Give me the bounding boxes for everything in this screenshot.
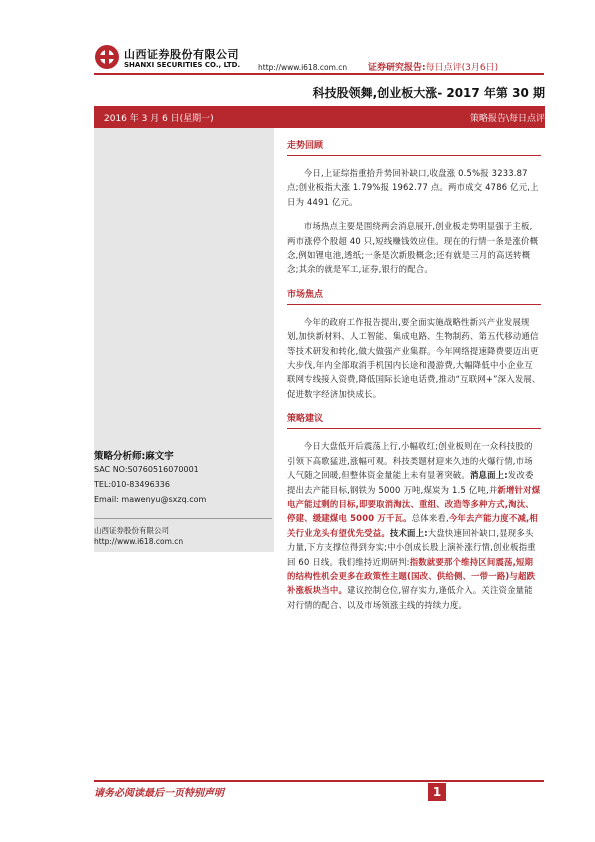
trend-paragraph-2: 市场热点主要是围绕两会消息展开,创业板走势明显强于主板,两市涨停个股超 40 只,短线赚钱效应佳。现在的行情一条是涨价概念,例如锂电池,透纸;一条是次新股概念;还有就是三月的高送转概念;其余的就是军工,证券,银行的配合。: [287, 221, 539, 275]
strategy-text-5: 建议控制仓位,留存实力,逢低介入。关注资金量能对行情的配合、以及市场领涨主线的持续力度。: [287, 585, 533, 610]
sidebar-firm: 山西证券股份有限公司: [94, 526, 169, 535]
strategy-paragraph: [287, 439, 541, 612]
focus-paragraph-1: 今年的政府工作报告提出,要全面实施战略性新兴产业发展规划,加快新材料、人工智能、集成电路、生物制药、第五代移动通信等技术研发和转化,做大做强产业集群。今年网络提速降费要迈出更大步伐,年内全部取消手机国内长途和漫游费,大幅降低中小企业互联网专线接入资费,降低国际长途电话费,推动“互联网+”深入发展、促进数字经济加快成长。: [287, 316, 541, 399]
main-content: [287, 138, 541, 622]
report-type-label: 证券研究报告:: [368, 63, 426, 73]
company-name-cn: 山西证券股份有限公司: [124, 48, 239, 61]
header-url[interactable]: http://www.i618.com.cn: [258, 63, 348, 72]
trend-paragraph-1: 今日,上证综指重拾升势回补缺口,收盘涨 0.5%报 3233.87 点;创业板指大涨 1.79%报 1962.77 点。两市成交 4786 亿元,上日为 4491 亿元。: [287, 168, 539, 207]
strategy-text-4: 大盘快速回补缺口,显现多头力量,下方支撑位得到夯实;中小创成长股上演补涨行情,创业板指重回 60 日线。我们维持近期研判:: [287, 527, 536, 567]
company-name-en: SHANXI SECURITIES CO., LTD.: [124, 61, 241, 69]
report-category: 策略报告\每日点评: [469, 114, 545, 124]
header-divider: [94, 73, 544, 75]
section-heading-focus: 市场焦点: [287, 289, 324, 300]
report-type: [368, 60, 498, 73]
highlight-view: 指数就要那个维持区间震荡,短期的结构性机会更多在政策性主题(国改、供给侧、一带一路)与超跌补涨板块当中。: [287, 556, 536, 596]
strategy-text-2: 发改委提出去产能目标,钢铁为 5000 万吨,煤炭为 1.5 亿吨,并: [287, 470, 534, 495]
report-title: 科技股领舞,创业板大涨- 2017 年第 30 期: [312, 86, 545, 100]
analyst-email[interactable]: Email: mawenyu@sxzq.com: [94, 495, 207, 504]
analyst-tel: TEL:010-83496336: [94, 480, 170, 489]
highlight-capacity-target: 新增针对煤电产能过剩的目标,即要取消淘汰、重组、改造等多种方式,淘汰、停建、缓建煤电 5000 万千瓦。: [287, 484, 541, 524]
section-divider: [287, 304, 541, 305]
section-heading-trend: 走势回顾: [287, 141, 324, 151]
analyst-name: 策略分析师:麻文宇: [94, 451, 174, 462]
strategy-text-3: 总体来看,: [411, 513, 449, 524]
sidebar-divider: [94, 518, 272, 519]
section-heading-strategy: 策略建议: [287, 414, 324, 425]
report-type-value: 每日点评(3月6日): [425, 63, 499, 73]
disclaimer-note: 请务必阅读最后一页特别声明: [94, 788, 224, 799]
sidebar-url[interactable]: http://www.i618.com.cn: [94, 537, 184, 546]
report-date: 2016 年 3 月 6 日(星期一): [104, 114, 214, 124]
page-number: 1: [428, 783, 446, 801]
highlight-beneficiaries: 今年去产能力度不减,相关行业龙头有望优先受益。: [287, 513, 538, 538]
section-divider: [287, 155, 541, 156]
analyst-sac: SAC NO:S0760516070001: [94, 465, 199, 474]
footer-divider: [94, 780, 544, 782]
strategy-text-1: 今日大盘低开后震荡上行,小幅收红;创业板则在一众科技股的引领下高歌猛进,涨幅可观。科技类题材迎来久违的火爆行情,市场人气随之回暖,但整体资金量能上未有显著突破。: [287, 441, 533, 481]
technical-label: 技术面上:: [389, 527, 428, 538]
section-divider: [287, 428, 541, 429]
company-logo-icon: [94, 44, 120, 70]
news-label: 消息面上:: [469, 470, 508, 481]
